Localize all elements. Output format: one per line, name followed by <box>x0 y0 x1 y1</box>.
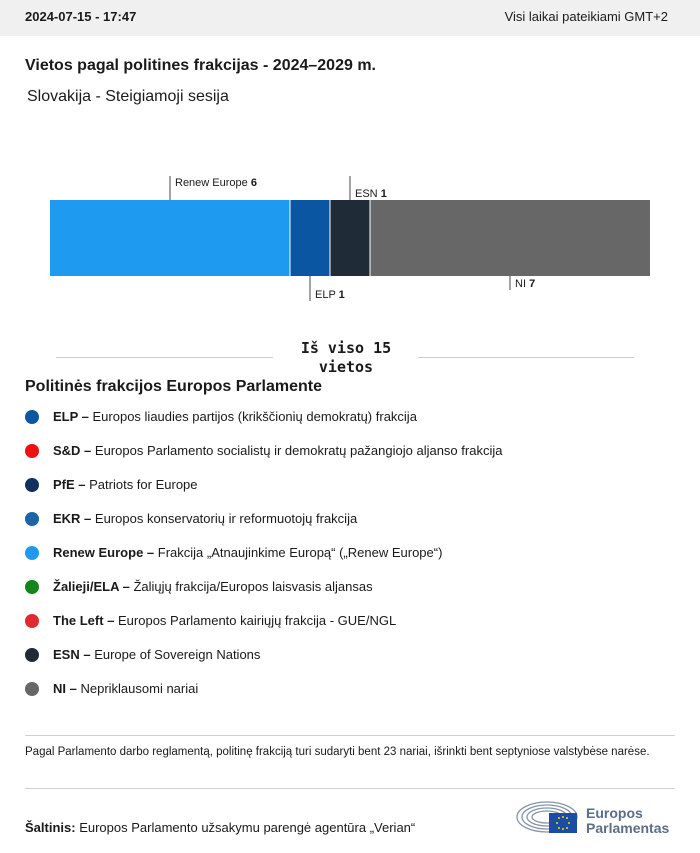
legend-text <box>53 443 502 458</box>
source-text: Europos Parlamento užsakymu parengė agentūra „Verian“ <box>79 820 416 835</box>
legend-abbr: S&D – <box>53 443 95 458</box>
legend-text <box>53 545 442 560</box>
legend-abbr: The Left – <box>53 613 119 628</box>
legend-color-dot <box>25 410 39 424</box>
legend-abbr: Renew Europe – <box>53 545 158 560</box>
legend-description: Europos Parlamento socialistų ir demokratų pažangiojo aljanso frakcija <box>94 443 503 458</box>
legend-item <box>25 575 685 609</box>
legend-title: Politinės frakcijos Europos Parlamente <box>25 378 322 395</box>
rules-note: Pagal Parlamento darbo reglamentą, politinę frakciją turi sudaryti bent 23 nariai, išrinkti bent septyniose valstybėse narėse. <box>25 746 650 758</box>
legend-item <box>25 507 685 541</box>
legend-item <box>25 643 685 677</box>
legend-text <box>53 409 417 424</box>
legend-description: Frakcija „Atnaujinkime Europą“ („Renew Europe“) <box>157 545 443 560</box>
legend-color-dot <box>25 614 39 628</box>
logo-wordmark <box>586 806 669 836</box>
bar-segment <box>370 200 650 276</box>
source-label: Šaltinis: <box>25 820 76 835</box>
legend-description: Nepriklausomi nariai <box>80 681 199 696</box>
legend-description: Europos liaudies partijos (krikščionių demokratų) frakcija <box>92 409 417 424</box>
legend-text <box>53 477 198 492</box>
legend-color-dot <box>25 546 39 560</box>
segment-label: NI 7 <box>515 278 536 290</box>
legend <box>25 405 685 711</box>
legend-item <box>25 473 685 507</box>
bar-segment <box>290 200 330 276</box>
legend-abbr: ELP – <box>53 409 93 424</box>
legend-item <box>25 541 685 575</box>
timezone-note: Visi laikai pateikiami GMT+2 <box>504 9 668 24</box>
logo-line-1: Europos <box>586 805 643 821</box>
total-seats-unit: vietos <box>318 358 374 376</box>
legend-abbr: ESN – <box>53 647 95 662</box>
legend-item <box>25 609 685 643</box>
legend-abbr: NI – <box>53 681 81 696</box>
bar-segment <box>330 200 370 276</box>
legend-abbr: PfE – <box>53 477 90 492</box>
legend-text <box>53 579 373 594</box>
legend-item <box>25 439 685 473</box>
note-divider-top <box>25 735 675 736</box>
source <box>25 820 415 835</box>
legend-text <box>53 511 357 526</box>
legend-color-dot <box>25 512 39 526</box>
legend-text <box>53 647 260 662</box>
total-divider-left <box>56 357 273 358</box>
total-divider-right <box>418 357 634 358</box>
total-seats-count: Iš viso 15 <box>300 339 392 357</box>
legend-color-dot <box>25 444 39 458</box>
legend-abbr: EKR – <box>53 511 95 526</box>
legend-description: Europos konservatorių ir reformuotojų frakcija <box>94 511 358 526</box>
legend-description: Europe of Sovereign Nations <box>94 647 261 662</box>
legend-color-dot <box>25 478 39 492</box>
legend-color-dot <box>25 580 39 594</box>
seat-chart <box>0 160 700 320</box>
total-seats <box>280 339 412 377</box>
segment-label: ESN 1 <box>355 188 387 200</box>
legend-abbr: Žalieji/ELA – <box>53 579 134 594</box>
legend-text <box>53 681 198 696</box>
legend-item <box>25 677 685 711</box>
legend-text <box>53 613 396 628</box>
note-divider-bottom <box>25 788 675 789</box>
legend-color-dot <box>25 682 39 696</box>
chart-subtitle: Slovakija - Steigiamoji sesija <box>27 88 229 105</box>
update-datetime: 2024-07-15 - 17:47 <box>25 9 137 24</box>
legend-description: Europos Parlamento kairiųjų frakcija - GUE/NGL <box>118 613 397 628</box>
logo-line-2: Parlamentas <box>586 820 670 836</box>
segment-label: Renew Europe 6 <box>175 177 257 189</box>
top-bar <box>0 0 700 36</box>
segment-label: ELP 1 <box>315 289 345 301</box>
chart-title: Vietos pagal politines frakcijas - 2024–2029 m. <box>25 57 376 74</box>
legend-description: Žaliųjų frakcija/Europos laisvasis aljansas <box>133 579 373 594</box>
legend-description: Patriots for Europe <box>89 477 198 492</box>
legend-color-dot <box>25 648 39 662</box>
legend-item <box>25 405 685 439</box>
bar-segment <box>50 200 290 276</box>
